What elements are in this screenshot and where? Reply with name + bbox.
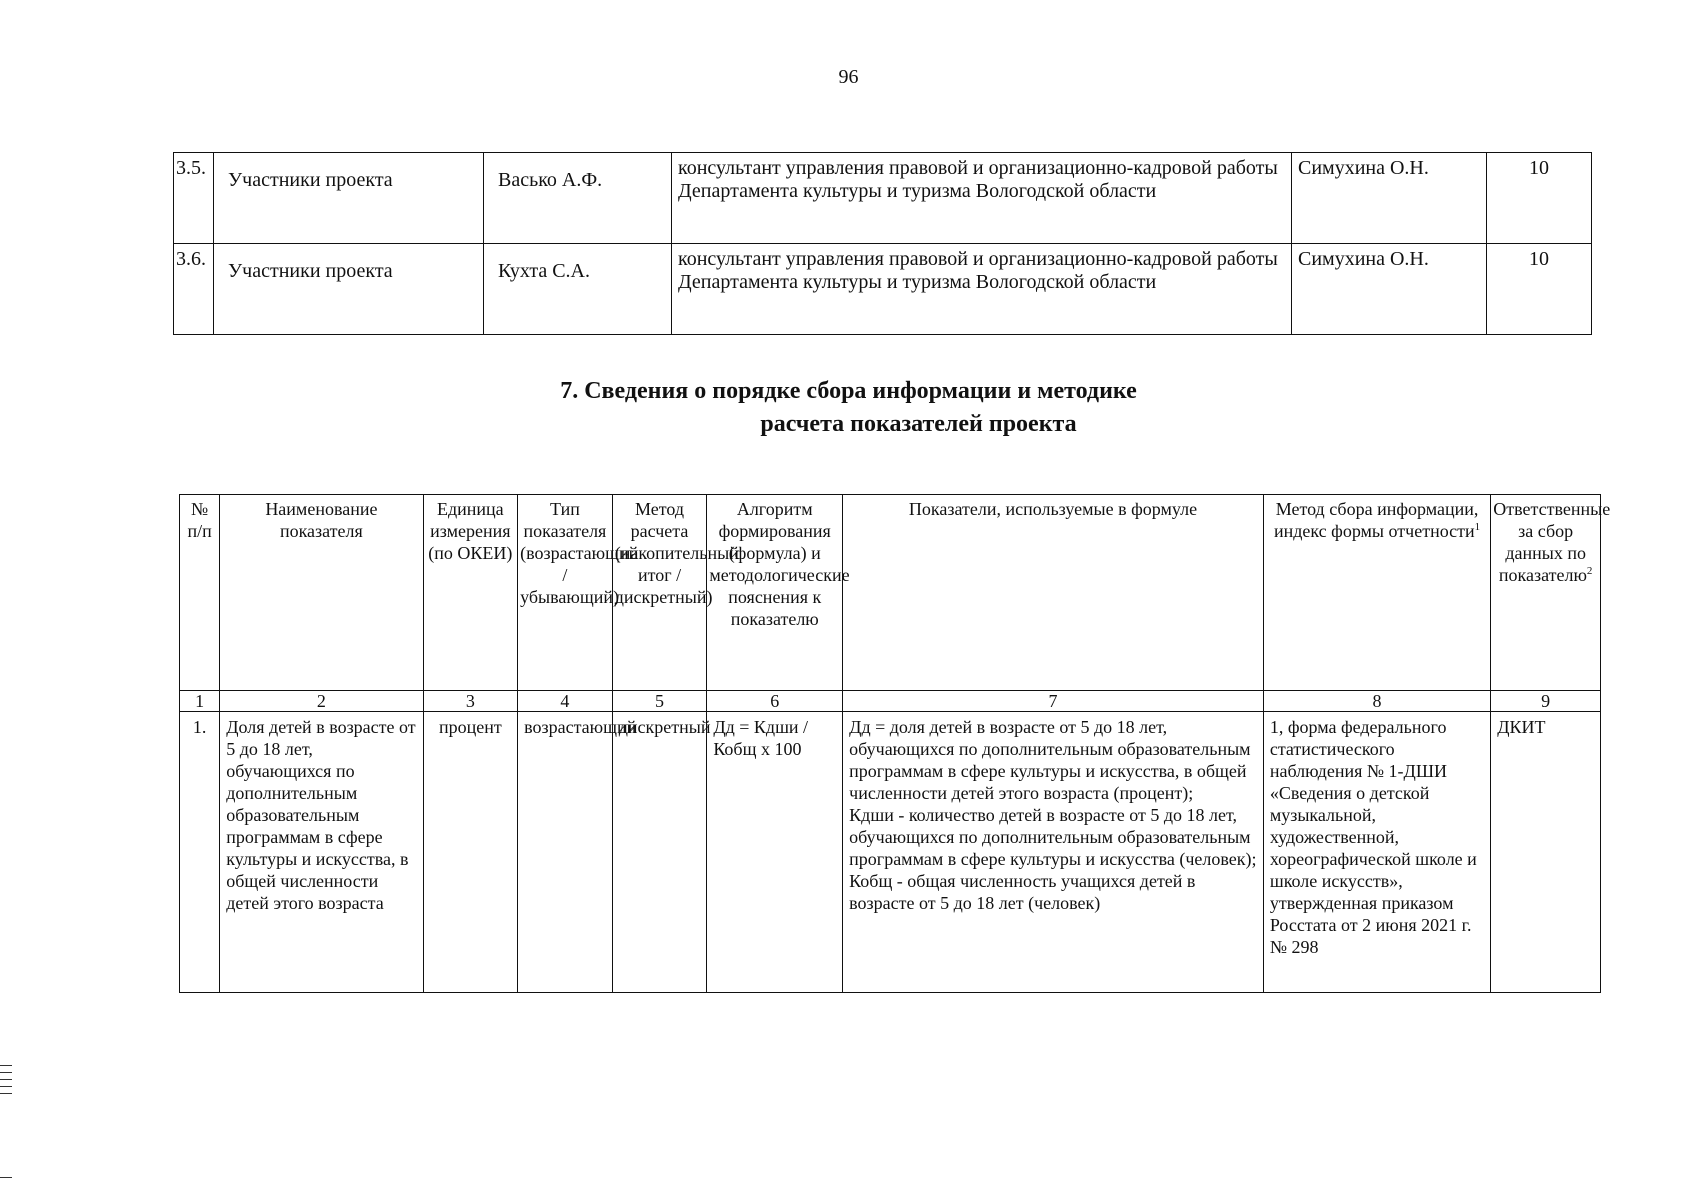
project-team-table [173,152,1592,335]
header-indicators: Показатели, используемые в формуле [843,495,1264,691]
margin-tick [0,1177,12,1178]
project-role: Участники проекта [214,153,484,244]
indicators-methodology-table [179,494,1611,993]
page-number: 96 [838,66,859,88]
header-collection-text: Метод сбора информации, индекс формы отчетности [1273,499,1479,541]
margin-marks [0,1065,12,1100]
column-number: 6 [707,691,843,712]
indicator-type: возрастающий [518,712,613,993]
header-name: Наименование показателя [220,495,423,691]
column-number: 7 [843,691,1264,712]
header-unit: Единица измерения (по ОКЕИ) [423,495,518,691]
involvement-value: 10 [1487,244,1592,335]
column-number: 5 [612,691,707,712]
column-number-row [180,691,1601,712]
column-number: 3 [423,691,518,712]
column-number: 8 [1263,691,1490,712]
formula-variable-dd: Дд = доля детей в возрасте от 5 до 18 лет, обучающихся по дополнительным образовательным программам в сфере культуры и искусства, в общей численности детей этого возраста (процент); [849,717,1251,803]
member-position: консультант управления правовой и организационно-кадровой работы Департамента культуры и туризма Вологодской области [672,244,1292,335]
row-number: 3.5. [174,153,214,244]
manager-name: Симухина О.Н. [1292,153,1487,244]
formula-variable-kobshch: Кобщ - общая численность учащихся детей в возрасте от 5 до 18 лет (человек) [849,871,1196,913]
column-number: 2 [220,691,423,712]
row-number: 1. [180,712,220,993]
responsible-party: ДКИТ [1491,712,1601,993]
header-responsible-text: Ответственные за сбор данных по показателю [1493,499,1611,585]
indicator-algorithm: Дд = Кдши / Кобщ х 100 [707,712,843,993]
row-number: 3.6. [174,244,214,335]
formula-variable-kdshi: Кдши - количество детей в возрасте от 5 до 18 лет, обучающихся по дополнительным образовательным программам в сфере культуры и искусства (человек); [849,805,1257,869]
footnote-1: 1 [1474,521,1481,533]
header-method: Метод расчета (накопительный итог / дискретный) [612,495,707,691]
header-responsible [1491,495,1611,691]
column-number: 4 [518,691,613,712]
section-title-line1: 7. Сведения о порядке сбора информации и методике [560,378,1137,404]
table-row [180,712,1601,993]
indicator-method: дискретный [612,712,707,993]
footnote-2: 2 [1586,565,1593,577]
table-row [174,244,1592,335]
header-num: № п/п [180,495,220,691]
indicator-formula-variables [843,712,1264,993]
data-collection-method: 1, форма федерального статистического наблюдения № 1-ДШИ «Сведения о детской музыкальной, художественной, хореографической школе и школе искусств», утвержденная приказом Росстата от 2 июня 2021 г. № 298 [1263,712,1490,993]
header-row [180,495,1601,691]
column-number: 1 [180,691,220,712]
column-number: 9 [1491,691,1601,712]
section-title-line2: расчета показателей проекта [760,411,1077,437]
header-algorithm: Алгоритм формирования (формула) и методологические пояснения к показателю [707,495,843,691]
member-name: Васько А.Ф. [484,153,672,244]
project-role: Участники проекта [214,244,484,335]
section-title [0,375,1697,441]
manager-name: Симухина О.Н. [1292,244,1487,335]
member-position: консультант управления правовой и организационно-кадровой работы Департамента культуры и туризма Вологодской области [672,153,1292,244]
header-type: Тип показателя (возрастающий / убывающий) [518,495,613,691]
table-row [174,153,1592,244]
member-name: Кухта С.А. [484,244,672,335]
header-collection [1263,495,1490,691]
involvement-value: 10 [1487,153,1592,244]
indicator-name: Доля детей в возрасте от 5 до 18 лет, обучающихся по дополнительным образовательным программам в сфере культуры и искусства, в общей численности детей этого возраста [220,712,423,993]
indicator-unit: процент [423,712,518,993]
